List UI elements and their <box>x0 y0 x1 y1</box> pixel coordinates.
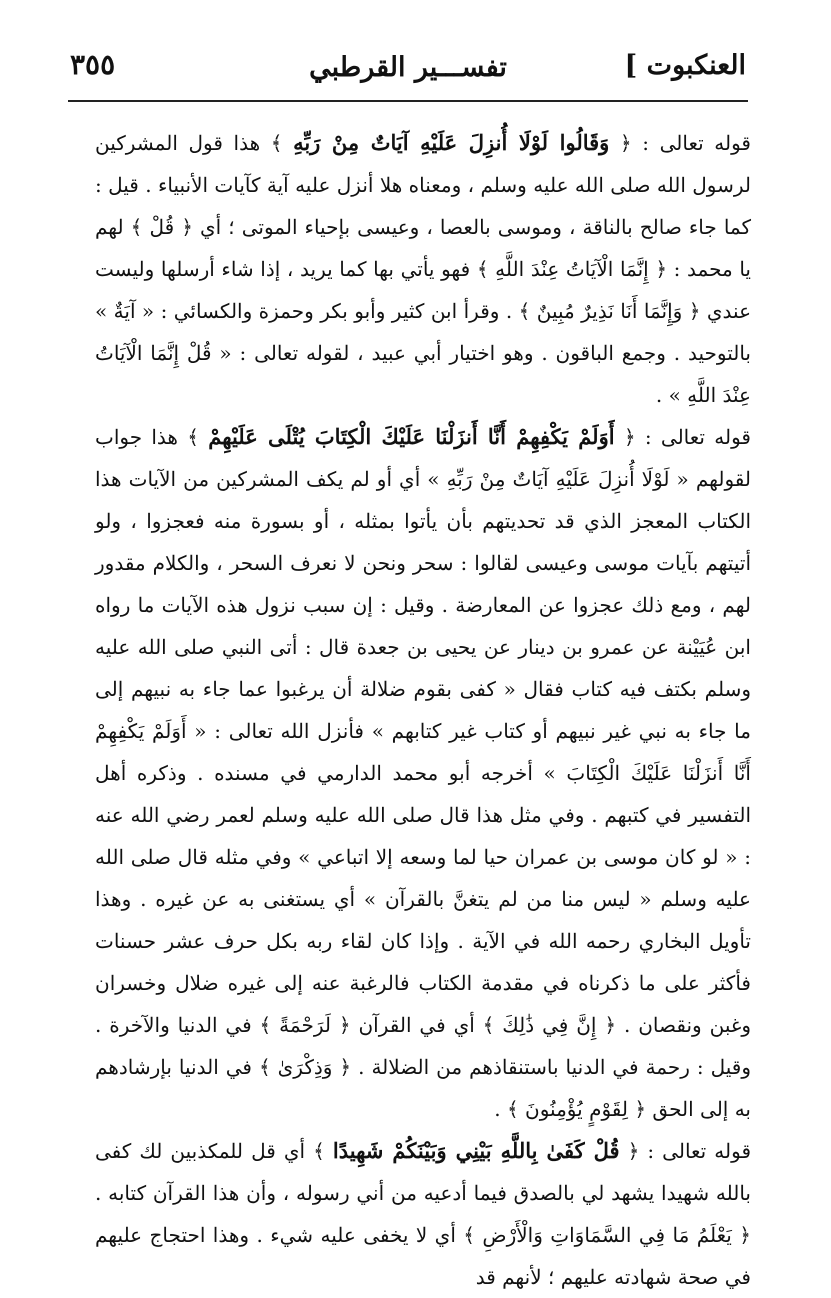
header-divider <box>68 100 748 102</box>
book-title: تفســـير القرطبي <box>309 52 507 83</box>
quran-verse: وَقَالُوا لَوْلَا أُنزِلَ عَلَيْهِ آيَاتٌ مِنْ رَبِّهِ <box>293 130 610 155</box>
paragraph-3 <box>95 1130 751 1298</box>
paragraph-lead: قوله تعالى : ﴿ <box>614 425 751 449</box>
quran-verse: قُلْ كَفَىٰ بِاللَّهِ بَيْنِي وَبَيْنَكُمْ شَهِيدًا <box>332 1138 620 1163</box>
paragraph-2 <box>95 416 751 1130</box>
paragraph-text: ﴾ أي قل للمكذبين لك كفى بالله شهيدا يشهد لي بالصدق فيما أدعيه من أني رسوله ، وأن هذا القرآن كتابه . ﴿ يَعْلَمُ مَا فِي السَّمَاوَاتِ وَالْأَرْضِ ﴾ أي لا يخفى عليه شيء . وهذا احتجاج عليهم في صحة شهادته عليهم ؛ لأنهم قد <box>95 1139 752 1289</box>
commentary-body <box>95 122 751 1298</box>
paragraph-lead: قوله تعالى : ﴿ <box>609 131 751 155</box>
paragraph-1 <box>95 122 751 416</box>
page-number: ٣٥٥ <box>70 48 116 81</box>
paragraph-lead: قوله تعالى : ﴿ <box>619 1139 752 1163</box>
surah-name: العنكبوت ] <box>624 50 746 81</box>
paragraph-text: ﴾ هذا قول المشركين لرسول الله صلى الله عليه وسلم ، ومعناه هلا أنزل عليه آية كآيات الأنبياء . قيل : كما جاء صالح بالناقة ، وموسى بالعصا ، وعيسى بإحياء الموتى ؛ أي ﴿ قُلْ ﴾ لهم يا محمد : ﴿ إِنَّمَا الْآيَاتُ عِنْدَ اللَّهِ ﴾ فهو يأتي بها كما يريد ، إذا شاء أرسلها وليست عندي ﴿ وَإِنَّمَا أَنَا نَذِيرٌ مُبِينٌ ﴾ . وقرأ ابن كثير وأبو بكر وحمزة والكسائي : « آيَةٌ » بالتوحيد . وجمع الباقون . وهو اختيار أبي عبيد ، لقوله تعالى : « قُلْ إِنَّمَا الْآيَاتُ عِنْدَ اللَّهِ » . <box>95 131 751 407</box>
paragraph-text: ﴾ هذا جواب لقولهم « لَوْلَا أُنزِلَ عَلَيْهِ آيَاتٌ مِنْ رَبِّهِ » أي أو لم يكف المشركين من الآيات هذا الكتاب المعجز الذي قد تحديتهم بأن يأتوا بمثله ، أو بسورة منه فعجزوا ، ولو أتيتهم بآيات موسى وعيسى لقالوا : سحر ونحن لا نعرف السحر ، والكلام مقدور لهم ، ومع ذلك عجزوا عن المعارضة . وقيل : إن سبب نزول هذه الآيات ما رواه ابن عُيَيْنة عن عمرو بن دينار عن يحيى بن جعدة قال : أتى النبي صلى الله عليه وسلم بكتف فيه كتاب فقال « كفى بقوم ضلالة أن يرغبوا عما جاء به نبيهم إلى ما جاء به نبي غير نبيهم أو كتاب غير كتابهم » فأنزل الله تعالى : « أَوَلَمْ يَكْفِهِمْ أَنَّا أَنزَلْنَا عَلَيْكَ الْكِتَابَ » أخرجه أبو محمد الدارمي في مسنده . وذكره أهل التفسير في كتبهم . وفي مثل هذا قال صلى الله عليه وسلم لعمر رضي الله عنه : « لو كان موسى بن عمران حيا لما وسعه إلا اتباعي » وفي مثله قال صلى الله عليه وسلم « ليس منا من لم يتغنَّ بالقرآن » أي يستغنى به عن غيره . وهذا تأويل البخاري رحمه الله في الآية . وإذا كان لقاء ربه بكل حرف عشر حسنات فأكثر على ما ذكرناه في مقدمة الكتاب فالرغبة عنه إلى غيره ضلال وخسران وغبن ونقصان . ﴿ إِنَّ فِي ذَٰلِكَ ﴾ أي في القرآن ﴿ لَرَحْمَةً ﴾ في الدنيا والآخرة . وقيل : رحمة في الدنيا باستنقاذهم من الضلالة . ﴿ وَذِكْرَىٰ ﴾ في الدنيا بإرشادهم به إلى الحق ﴿ لِقَوْمٍ يُؤْمِنُونَ ﴾ . <box>95 425 752 1121</box>
running-header <box>70 48 746 98</box>
quran-verse: أَوَلَمْ يَكْفِهِمْ أَنَّا أَنزَلْنَا عَلَيْكَ الْكِتَابَ يُتْلَى عَلَيْهِمْ <box>208 424 615 449</box>
